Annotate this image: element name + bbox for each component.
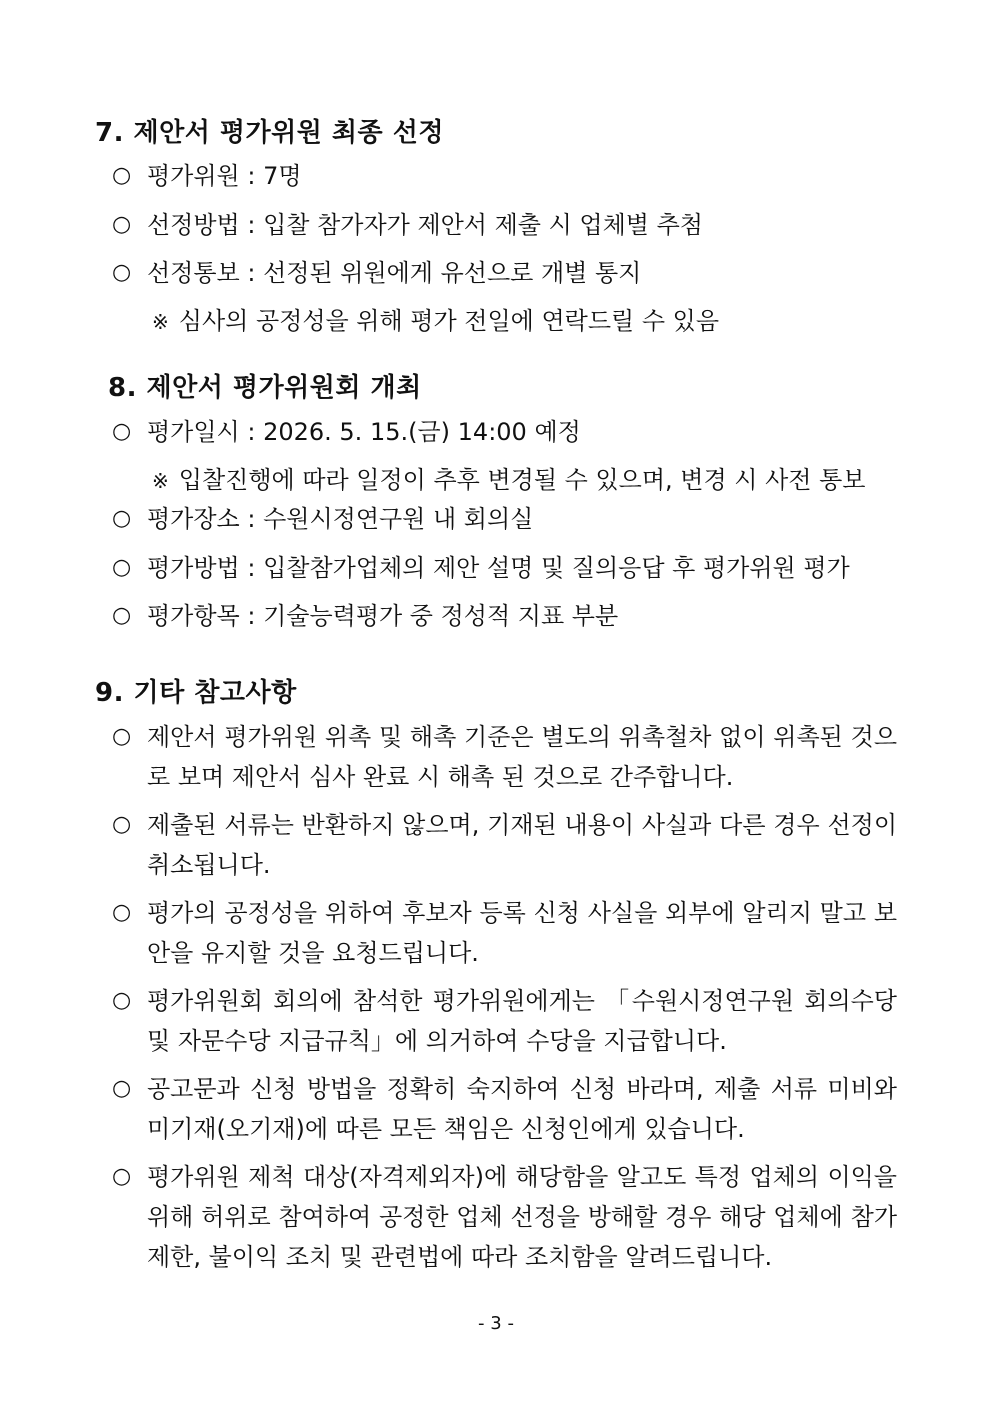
bullet-icon: ○ [112, 555, 132, 580]
list-item [112, 893, 897, 973]
section-8-title: 8. 제안서 평가위원회 개최 [108, 373, 422, 403]
bullet-icon: ○ [112, 506, 132, 531]
list-item [112, 205, 897, 245]
list-item [112, 1069, 897, 1149]
page-number: - 3 - [478, 1313, 514, 1334]
list-item [112, 717, 897, 797]
list-item [112, 596, 897, 636]
list-item-text: 평가의 공정성을 위하여 후보자 등록 신청 사실을 외부에 알리지 말고 보안을 유지할 것을 요청드립니다. [147, 899, 897, 967]
note-text: 입찰진행에 따라 일정이 추후 변경될 수 있으며, 변경 시 사전 통보 [178, 466, 866, 494]
bullet-icon: ○ [112, 260, 132, 285]
section-7-title: 7. 제안서 평가위원 최종 선정 [95, 118, 444, 148]
bullet-icon: ○ [112, 812, 132, 837]
section-9-title: 9. 기타 참고사항 [95, 678, 297, 708]
list-item [112, 412, 897, 452]
list-item-text: 평가장소 : 수원시정연구원 내 회의실 [147, 505, 534, 533]
note-text: 심사의 공정성을 위해 평가 전일에 연락드릴 수 있음 [178, 307, 720, 335]
list-item-text: 선정통보 : 선정된 위원에게 유선으로 개별 통지 [147, 259, 642, 287]
list-item [112, 1157, 897, 1277]
list-item-text: 평가방법 : 입찰참가업체의 제안 설명 및 질의응답 후 평가위원 평가 [147, 554, 850, 582]
list-item-text: 선정방법 : 입찰 참가자가 제안서 제출 시 업체별 추첨 [147, 211, 703, 239]
list-item-text: 평가위원 : 7명 [147, 162, 302, 190]
list-item-text: 평가일시 : 2026. 5. 15.(금) 14:00 예정 [147, 418, 581, 446]
note [152, 460, 865, 501]
list-item [112, 156, 897, 196]
note [152, 301, 719, 342]
list-item [112, 499, 897, 539]
reference-mark-icon: ※ [152, 310, 169, 334]
list-item-text: 평가항목 : 기술능력평가 중 정성적 지표 부분 [147, 602, 619, 630]
list-item [112, 805, 897, 885]
list-item-text: 제출된 서류는 반환하지 않으며, 기재된 내용이 사실과 다른 경우 선정이 취소됩니다. [147, 811, 897, 879]
bullet-icon: ○ [112, 1164, 132, 1189]
list-item [112, 981, 897, 1061]
list-item-text: 제안서 평가위원 위촉 및 해촉 기준은 별도의 위촉철차 없이 위촉된 것으로 보며 제안서 심사 완료 시 해촉 된 것으로 간주합니다. [147, 723, 897, 791]
bullet-icon: ○ [112, 212, 132, 237]
bullet-icon: ○ [112, 419, 132, 444]
bullet-icon: ○ [112, 988, 132, 1013]
list-item-text: 평가위원 제척 대상(자격제외자)에 해당함을 알고도 특정 업체의 이익을 위해 허위로 참여하여 공정한 업체 선정을 방해할 경우 해당 업체에 참가 제한, 불이익 조치 및 관련법에 따라 조치함을 알려드립니다. [147, 1163, 897, 1271]
list-item [112, 253, 897, 293]
bullet-icon: ○ [112, 1076, 132, 1101]
list-item [112, 548, 897, 588]
bullet-icon: ○ [112, 724, 132, 749]
bullet-icon: ○ [112, 163, 132, 188]
list-item-text: 평가위원회 회의에 참석한 평가위원에게는 「수원시정연구원 회의수당 및 자문수당 지급규칙」에 의거하여 수당을 지급합니다. [147, 987, 897, 1055]
reference-mark-icon: ※ [152, 469, 169, 493]
bullet-icon: ○ [112, 603, 132, 628]
list-item-text: 공고문과 신청 방법을 정확히 숙지하여 신청 바라며, 제출 서류 미비와 미기재(오기재)에 따른 모든 책임은 신청인에게 있습니다. [147, 1075, 897, 1143]
bullet-icon: ○ [112, 900, 132, 925]
